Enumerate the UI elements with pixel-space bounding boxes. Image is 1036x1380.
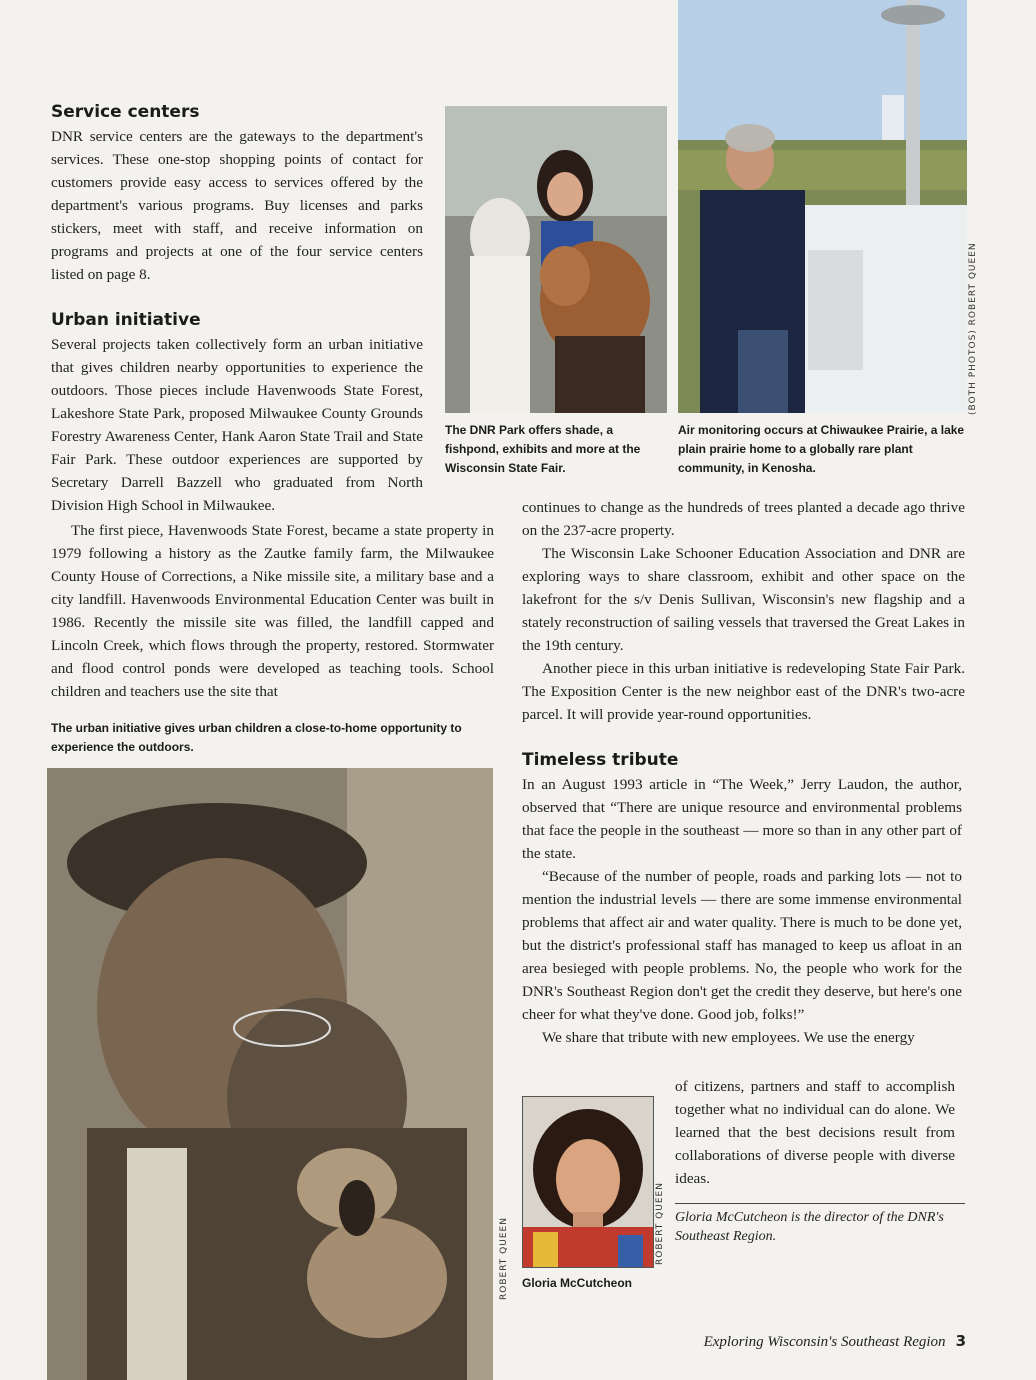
timeless-tribute-closing: of citizens, partners and staff to accomplish together what no individual can do alone. We learned that the best decisions result from collaborations of diverse people with diverse ideas. [675, 1078, 955, 1187]
state-fair-photo [445, 106, 667, 413]
timeless-tribute-heading: Timeless tribute [522, 750, 679, 770]
page-footer [600, 1332, 966, 1351]
boy-crayfish-photo [47, 768, 493, 1380]
air-monitoring-photo [678, 0, 967, 413]
urban-initiative-p1-top: Several projects taken collectively form an urban initiative that gives children nearby opportunities to experience the outdoors. Those pieces include Havenwoods State Forest, Lakeshore State Park, proposed Milwaukee County Grounds Forestry Awareness Center, Hank Aaron State Trail and State Fair Park. These outdoor experiences are supported by Secretary Darrell Bazzell who graduated from North Division High School in Milwaukee. [51, 336, 423, 514]
timeless-tribute-text: In an August 1993 article in “The Week,” Jerry Laudon, the author, observed that “There are unique resource and environmental problems that face the people in the southeast — more so than in any other part of the state. “Because of the number of people, roads and parking lots — not to mention the industrial levels — there are some immense environmental problems that affect air and water quality. There is much to be done yet, but the district's professional staff has managed to keep us afloat in an area besieged with people problems. No, the people who work for the DNR's Southeast Region don't get the credit they deserve, but here's one cheer for what they've done. Good job, folks!” We share that tribute with new employees. We use the energy [522, 776, 962, 1046]
urban-initiative-p2: The first piece, Havenwoods State Forest, became a state property in 1979 following a history as the Zautke family farm, the Milwaukee County House of Corrections, a Nike missile site, a military base and a city landfill. Havenwoods Environmental Education Center was built in 1986. Recently the missile site was filled, the landfill capped and Lincoln Creek, which flows through the property, restored. Stormwater and flood control ponds were developed as teaching tools. School children and teachers use the site that [51, 522, 494, 700]
portrait-caption: Gloria McCutcheon [522, 1276, 633, 1290]
page-number: 3 [955, 1332, 966, 1350]
service-centers-heading: Service centers [51, 102, 200, 122]
air-monitoring-caption: Air monitoring occurs at Chiwaukee Prairie, a lake plain prairie home to a globally rare plant community, in Kenosha. [678, 423, 965, 475]
author-note-rule [675, 1203, 965, 1204]
service-centers-text: DNR service centers are the gateways to the department's services. These one-stop shopping points of contact for customers provide easy access to services offered by the department's various programs. Buy licenses and parks stickers, meet with staff, and receive information on programs and projects at one of the four service centers listed on page 8. [51, 128, 423, 283]
urban-initiative-caption: The urban initiative gives urban children a close-to-home opportunity to experience the outdoors. [51, 721, 462, 754]
top-photos-credit: (BOTH PHOTOS) ROBERT QUEEN [968, 242, 978, 415]
right-column-text: continues to change as the hundreds of trees planted a decade ago thrive on the 237-acre property. The Wisconsin Lake Schooner Education Association and DNR are exploring ways to share classroom, exhibit and other space on the lakefront for the s/v Denis Sullivan, Wisconsin's new flagship and a stately reconstruction of sailing vessels that traversed the Great Lakes in the 19th century. Another piece in this urban initiative is redeveloping State Fair Park. The Exposition Center is the new neighbor east of the DNR's two-acre parcel. It will provide year-round opportunities. [522, 499, 965, 723]
gloria-mccutcheon-portrait [522, 1096, 654, 1268]
urban-initiative-heading: Urban initiative [51, 310, 201, 330]
boy-photo-credit: ROBERT QUEEN [499, 1217, 509, 1300]
portrait-credit: ROBERT QUEEN [655, 1182, 665, 1265]
footer-title: Exploring Wisconsin's Southeast Region [703, 1334, 946, 1350]
author-note: Gloria McCutcheon is the director of the DNR's Southeast Region. [675, 1210, 944, 1244]
state-fair-caption: The DNR Park offers shade, a fishpond, exhibits and more at the Wisconsin State Fair. [445, 423, 641, 475]
